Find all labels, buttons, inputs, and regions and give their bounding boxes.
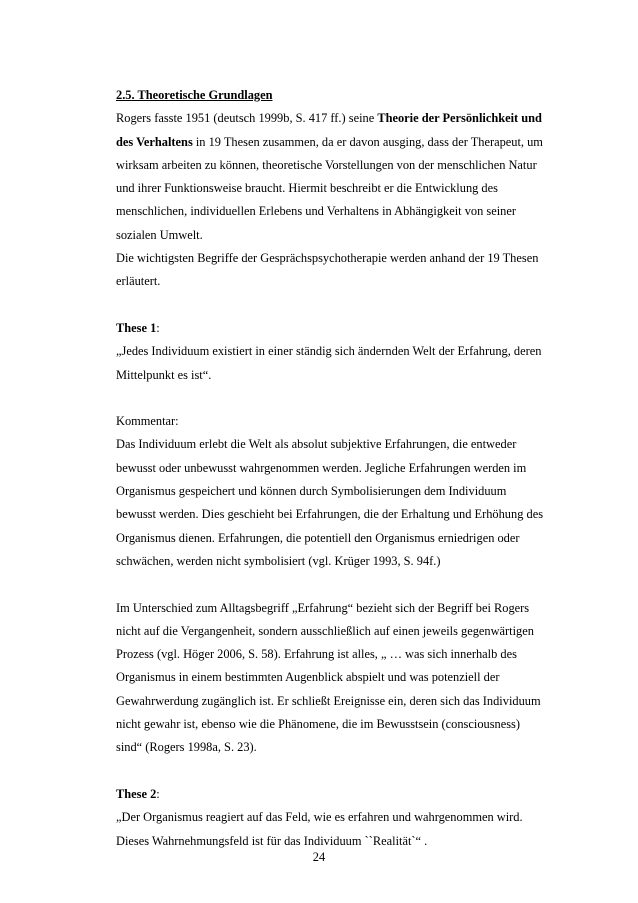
paragraph-line: bewusst werden. Dies geschieht bei Erfahrungen, die der Erhaltung und Erhöhung des xyxy=(116,507,544,522)
paragraph-line: bewusst oder unbewusst wahrgenommen werden. Jegliche Erfahrungen werden im xyxy=(116,460,527,475)
bold-text: des Verhaltens xyxy=(116,134,193,149)
quote-line: „Jedes Individuum existiert in einer ständig sich ändernden Welt der Erfahrung, deren xyxy=(116,344,542,359)
page-number: 24 xyxy=(312,850,326,864)
spacer xyxy=(116,294,576,317)
document-page xyxy=(116,84,576,853)
paragraph-line: erläutert. xyxy=(116,274,161,289)
kommentar-label: Kommentar: xyxy=(116,414,179,429)
spacer xyxy=(116,573,576,596)
paragraph-line: nicht auf die Vergangenheit, sondern ausschließlich auf einen jeweils gegenwärtigen xyxy=(116,623,534,638)
paragraph-line: Prozess (vgl. Höger 2006, S. 58). Erfahrung ist alles, „ … was sich innerhalb des xyxy=(116,647,517,662)
paragraph-line: Gewahrwerdung zugänglich ist. Er schließt Ereignisse ein, deren sich das Individuum xyxy=(116,693,541,708)
spacer xyxy=(116,760,576,783)
paragraph-line: und ihrer Funktionsweise braucht. Hiermit beschreibt er die Entwicklung des xyxy=(116,181,498,196)
paragraph-line xyxy=(116,107,576,130)
these-heading xyxy=(116,783,576,806)
text-run: in 19 Thesen zusammen, da er davon ausging, dass der Therapeut, um xyxy=(192,134,543,149)
paragraph-line: menschlichen, individuellen Erlebens und Verhaltens in Abhängigkeit von seiner xyxy=(116,204,516,219)
spacer xyxy=(116,387,576,410)
these-label: These 1 xyxy=(116,320,157,335)
paragraph-line: nicht gewahr ist, ebenso wie die Phänomene, die im Bewusstsein (consciousness) xyxy=(116,717,520,732)
these-colon: : xyxy=(156,320,160,335)
paragraph-line: Organismus in einem bestimmten Augenblick abspielt und was potenziell der xyxy=(116,670,500,685)
text-run: Rogers fasste 1951 (deutsch 1999b, S. 417 ff.) seine xyxy=(116,111,378,126)
quote-line: Mittelpunkt es ist“. xyxy=(116,367,212,382)
paragraph-line: Das Individuum erlebt die Welt als absolut subjektive Erfahrungen, die entweder xyxy=(116,437,517,452)
paragraph-line: sozialen Umwelt. xyxy=(116,227,203,242)
quote-line: Dieses Wahrnehmungsfeld ist für das Individuum ``Realität`“ . xyxy=(116,833,428,848)
bold-text: Theorie der Persönlichkeit und xyxy=(377,111,542,126)
section-title: 2.5. Theoretische Grundlagen xyxy=(116,88,273,102)
paragraph-line: Organismus gespeichert und können durch Symbolisierungen dem Individuum xyxy=(116,484,507,499)
paragraph-line: Organismus dienen. Erfahrungen, die potentiell den Organismus erniedrigen oder xyxy=(116,530,520,545)
paragraph-line xyxy=(116,131,576,154)
these-label: These 2 xyxy=(116,786,157,801)
paragraph-line: wirksam arbeiten zu können, theoretische Vorstellungen von der menschlichen Natur xyxy=(116,157,537,172)
these-heading xyxy=(116,317,576,340)
paragraph-line: schwächen, werden nicht symbolisiert (vgl. Krüger 1993, S. 94f.) xyxy=(116,553,441,568)
quote-line: „Der Organismus reagiert auf das Feld, wie es erfahren und wahrgenommen wird. xyxy=(116,810,523,825)
paragraph-line: sind“ (Rogers 1998a, S. 23). xyxy=(116,740,257,755)
paragraph-line: Die wichtigsten Begriffe der Gesprächspsychotherapie werden anhand der 19 Thesen xyxy=(116,251,539,266)
these-colon: : xyxy=(156,786,160,801)
paragraph-line: Im Unterschied zum Alltagsbegriff „Erfahrung“ bezieht sich der Begriff bei Rogers xyxy=(116,600,530,615)
